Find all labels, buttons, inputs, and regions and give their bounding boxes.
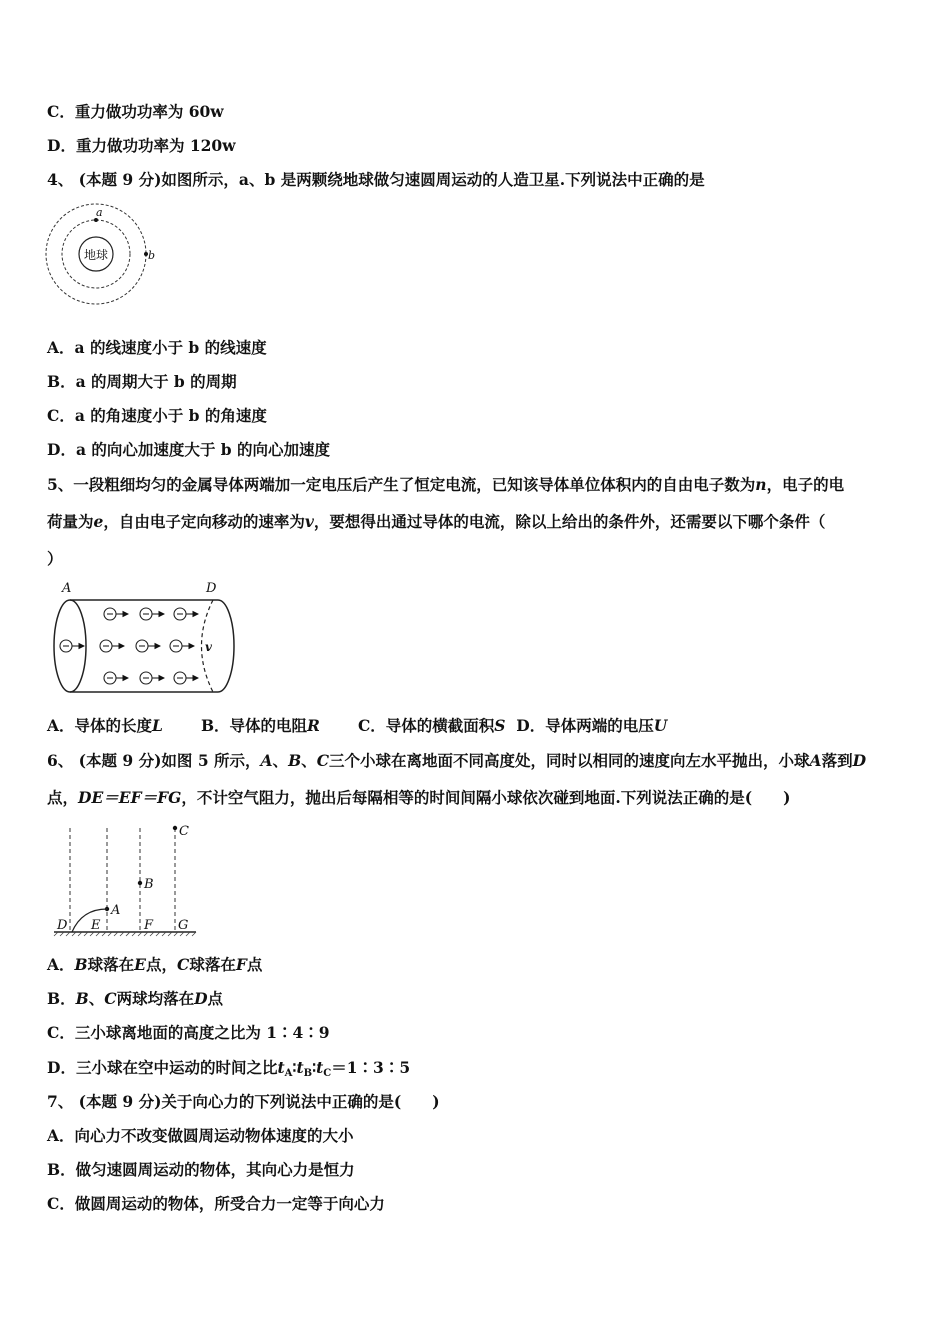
q3-option-d: D．重力做功功率为 120w (47, 136, 236, 155)
q3-option-c: C．重力做功功率为 60w (47, 102, 224, 121)
q4-option-a: A．a 的线速度小于 b 的线速度 (47, 338, 267, 357)
q4-option-c: C．a 的角速度小于 b 的角速度 (47, 406, 267, 425)
label-B: B (144, 877, 154, 892)
label-v: v (205, 640, 212, 654)
q4-orbit-figure (44, 198, 164, 306)
label-F: F (144, 918, 154, 933)
q5-option-a: A．导体的长度 (47, 716, 153, 735)
q6-stem-line-1: 6、 (本题 9 分)如图 5 所示，A、B、C三个小球在离地面不同高度处，同时以相同的速度向左水平抛出，小球A落到D (47, 751, 867, 770)
label-A: A (111, 903, 121, 918)
satellite-b-label: b (148, 249, 156, 262)
q5-conductor-figure (48, 578, 238, 698)
label-D: D (206, 581, 217, 596)
q5-options: A．导体的长度L B．导体的电阻R C．导体的横截面积S D．导体两端的电压U (47, 716, 668, 735)
label-E: E (91, 918, 101, 933)
label-D: D (57, 918, 68, 933)
q5-option-d: D．导体两端的电压 (516, 716, 654, 735)
q4-option-b: B．a 的周期大于 b 的周期 (47, 372, 237, 391)
q5-stem-line-1: 5、一段粗细均匀的金属导体两端加一定电压后产生了恒定电流，已知该导体单位体积内的自由电子数为n，电子的电 (47, 475, 845, 494)
q5-option-c: C．导体的横截面积 (357, 716, 495, 735)
q6-option-a: A．B球落在E点，C球落在F点 (47, 955, 263, 974)
label-A: A (62, 581, 72, 596)
q6-option-c: C．三小球离地面的高度之比为 1∶4∶9 (47, 1023, 330, 1042)
ball-B (138, 881, 142, 885)
q5-option-b: B．导体的电阻 (200, 716, 308, 735)
q6-option-d: D．三小球在空中运动的时间之比$t_A∶t_B∶t_C=1∶3∶5$ (47, 1058, 411, 1079)
q5-stem-line-2: 荷量为e，自由电子定向移动的速率为v，要想得出通过导体的电流，除以上给出的条件外，还需要以下哪个条件（ (47, 512, 826, 531)
q7-option-b: B．做匀速圆周运动的物体，其向心力是恒力 (47, 1160, 355, 1179)
q6-projectile-figure (48, 818, 208, 944)
q7-stem: 7、 (本题 9 分)关于向心力的下列说法中正确的是( ) (47, 1092, 440, 1111)
satellite-a-label: a (96, 206, 103, 219)
q6-option-b: B．B、C两球均落在D点 (47, 989, 224, 1008)
q7-option-c: C．做圆周运动的物体，所受合力一定等于向心力 (47, 1194, 385, 1213)
earth-label: 地球 (83, 248, 109, 262)
label-G: G (178, 918, 189, 933)
q4-option-d: D．a 的向心加速度大于 b 的向心加速度 (47, 440, 331, 459)
electrons (60, 608, 198, 684)
q5-stem-line-3: ） (47, 549, 63, 568)
q6-stem-line-2: 点，DE＝EF＝FG，不计空气阻力，抛出后每隔相等的时间间隔小球依次碰到地面.下列说法正确的是( ) (47, 788, 791, 807)
trajectory-A (72, 909, 107, 932)
ball-C (173, 826, 177, 830)
label-C: C (179, 824, 189, 839)
q7-option-a: A．向心力不改变做圆周运动物体速度的大小 (47, 1126, 354, 1145)
q4-stem: 4、 (本题 9 分)如图所示，a、b 是两颗绕地球做匀速圆周运动的人造卫星.下列说法中正确的是 (47, 170, 705, 189)
